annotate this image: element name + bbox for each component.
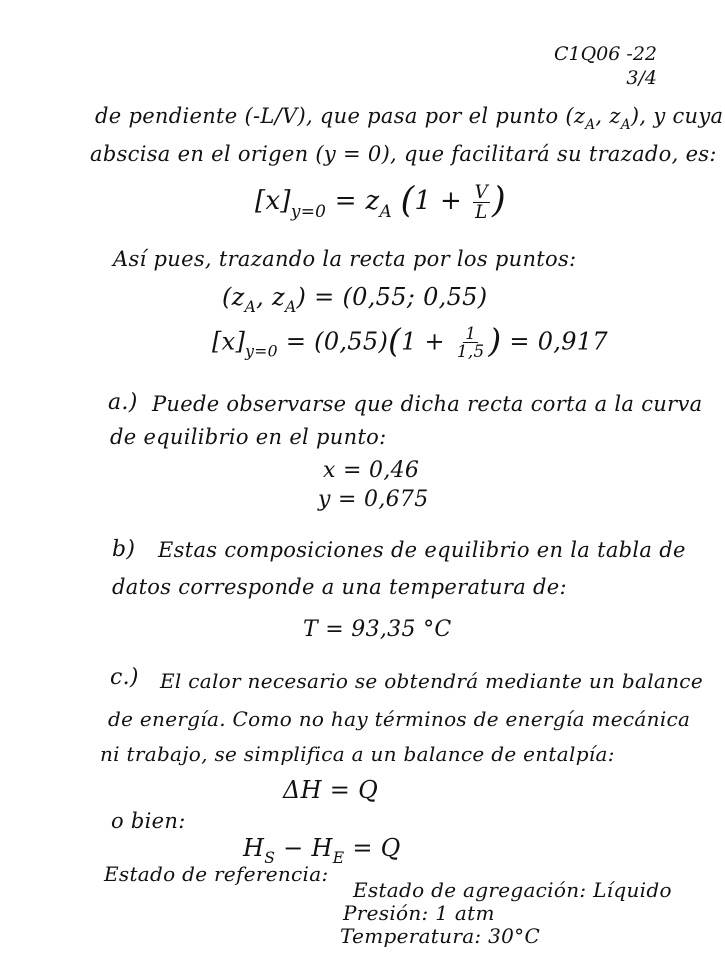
section-c-line-3: ni trabajo, se simplifica a un balance de entalpía: [100,742,615,766]
enthalpy-equation: ΔH = Q [283,776,379,804]
equation-x-value: $[x]_{y=0} = (0,55)(1$ + $\frac{1}{1,5}$ ) = 0,917 [212,322,608,362]
reference-pressure: Presión: 1 atm [343,901,495,925]
section-a-x-value: x = 0,46 [323,458,420,483]
reference-aggregation: Estado de agregación: Líquido [353,878,672,902]
section-a-y-value: y = 0,675 [318,487,429,512]
fraction-1-over-1-5: $\frac{1}{1,5}$ [456,322,485,362]
section-a-line-2: de equilibrio en el punto: [110,425,387,449]
section-a-label: a.) [108,390,138,415]
o-bien-text: o bien: [111,809,186,833]
section-c-line-2: de energía. Como no hay términos de energía mecánica [108,707,691,731]
text-line-2: abscisa en el origen (y = 0), que facilitará su trazado, es: [90,142,717,166]
reference-state-label: Estado de referencia: [104,862,329,886]
section-b-line-1: Estas composiciones de equilibrio en la tabla de [158,538,686,562]
text-line-3: Así pues, trazando la recta por los puntos: [113,247,577,271]
enthalpy-difference-equation: $H_S - H_E = Q$ [243,834,401,868]
section-b-line-2: datos corresponde a una temperatura de: [112,575,567,599]
text-line-1: de pendiente (-L/V), que pasa por el punto ($z_A$, $z_A$), y cuya [95,104,724,134]
section-c-label: c.) [110,665,139,690]
fraction-v-over-l: $\frac{V}{L}$ [474,181,489,223]
section-a-line-1: Puede observarse que dicha recta corta a la curva [152,392,703,416]
section-c-line-1: El calor necesario se obtendrá mediante un balance [160,669,703,693]
section-b-label: b) [112,537,136,562]
document-code: C1Q06 -22 [553,43,657,65]
section-b-temperature: T = 93,35 °C [303,617,452,642]
equation-x-at-y0: $[x]_{y=0} = z_A$ (1 + $\frac{V}{L}$ ) [255,180,507,223]
page-number: 3/4 [626,67,657,89]
reference-temperature: Temperatura: 30°C [340,924,541,948]
page-reference [554,42,657,90]
equation-points: ($z_A$, $z_A) = (0,55$; 0,55) [222,283,488,317]
